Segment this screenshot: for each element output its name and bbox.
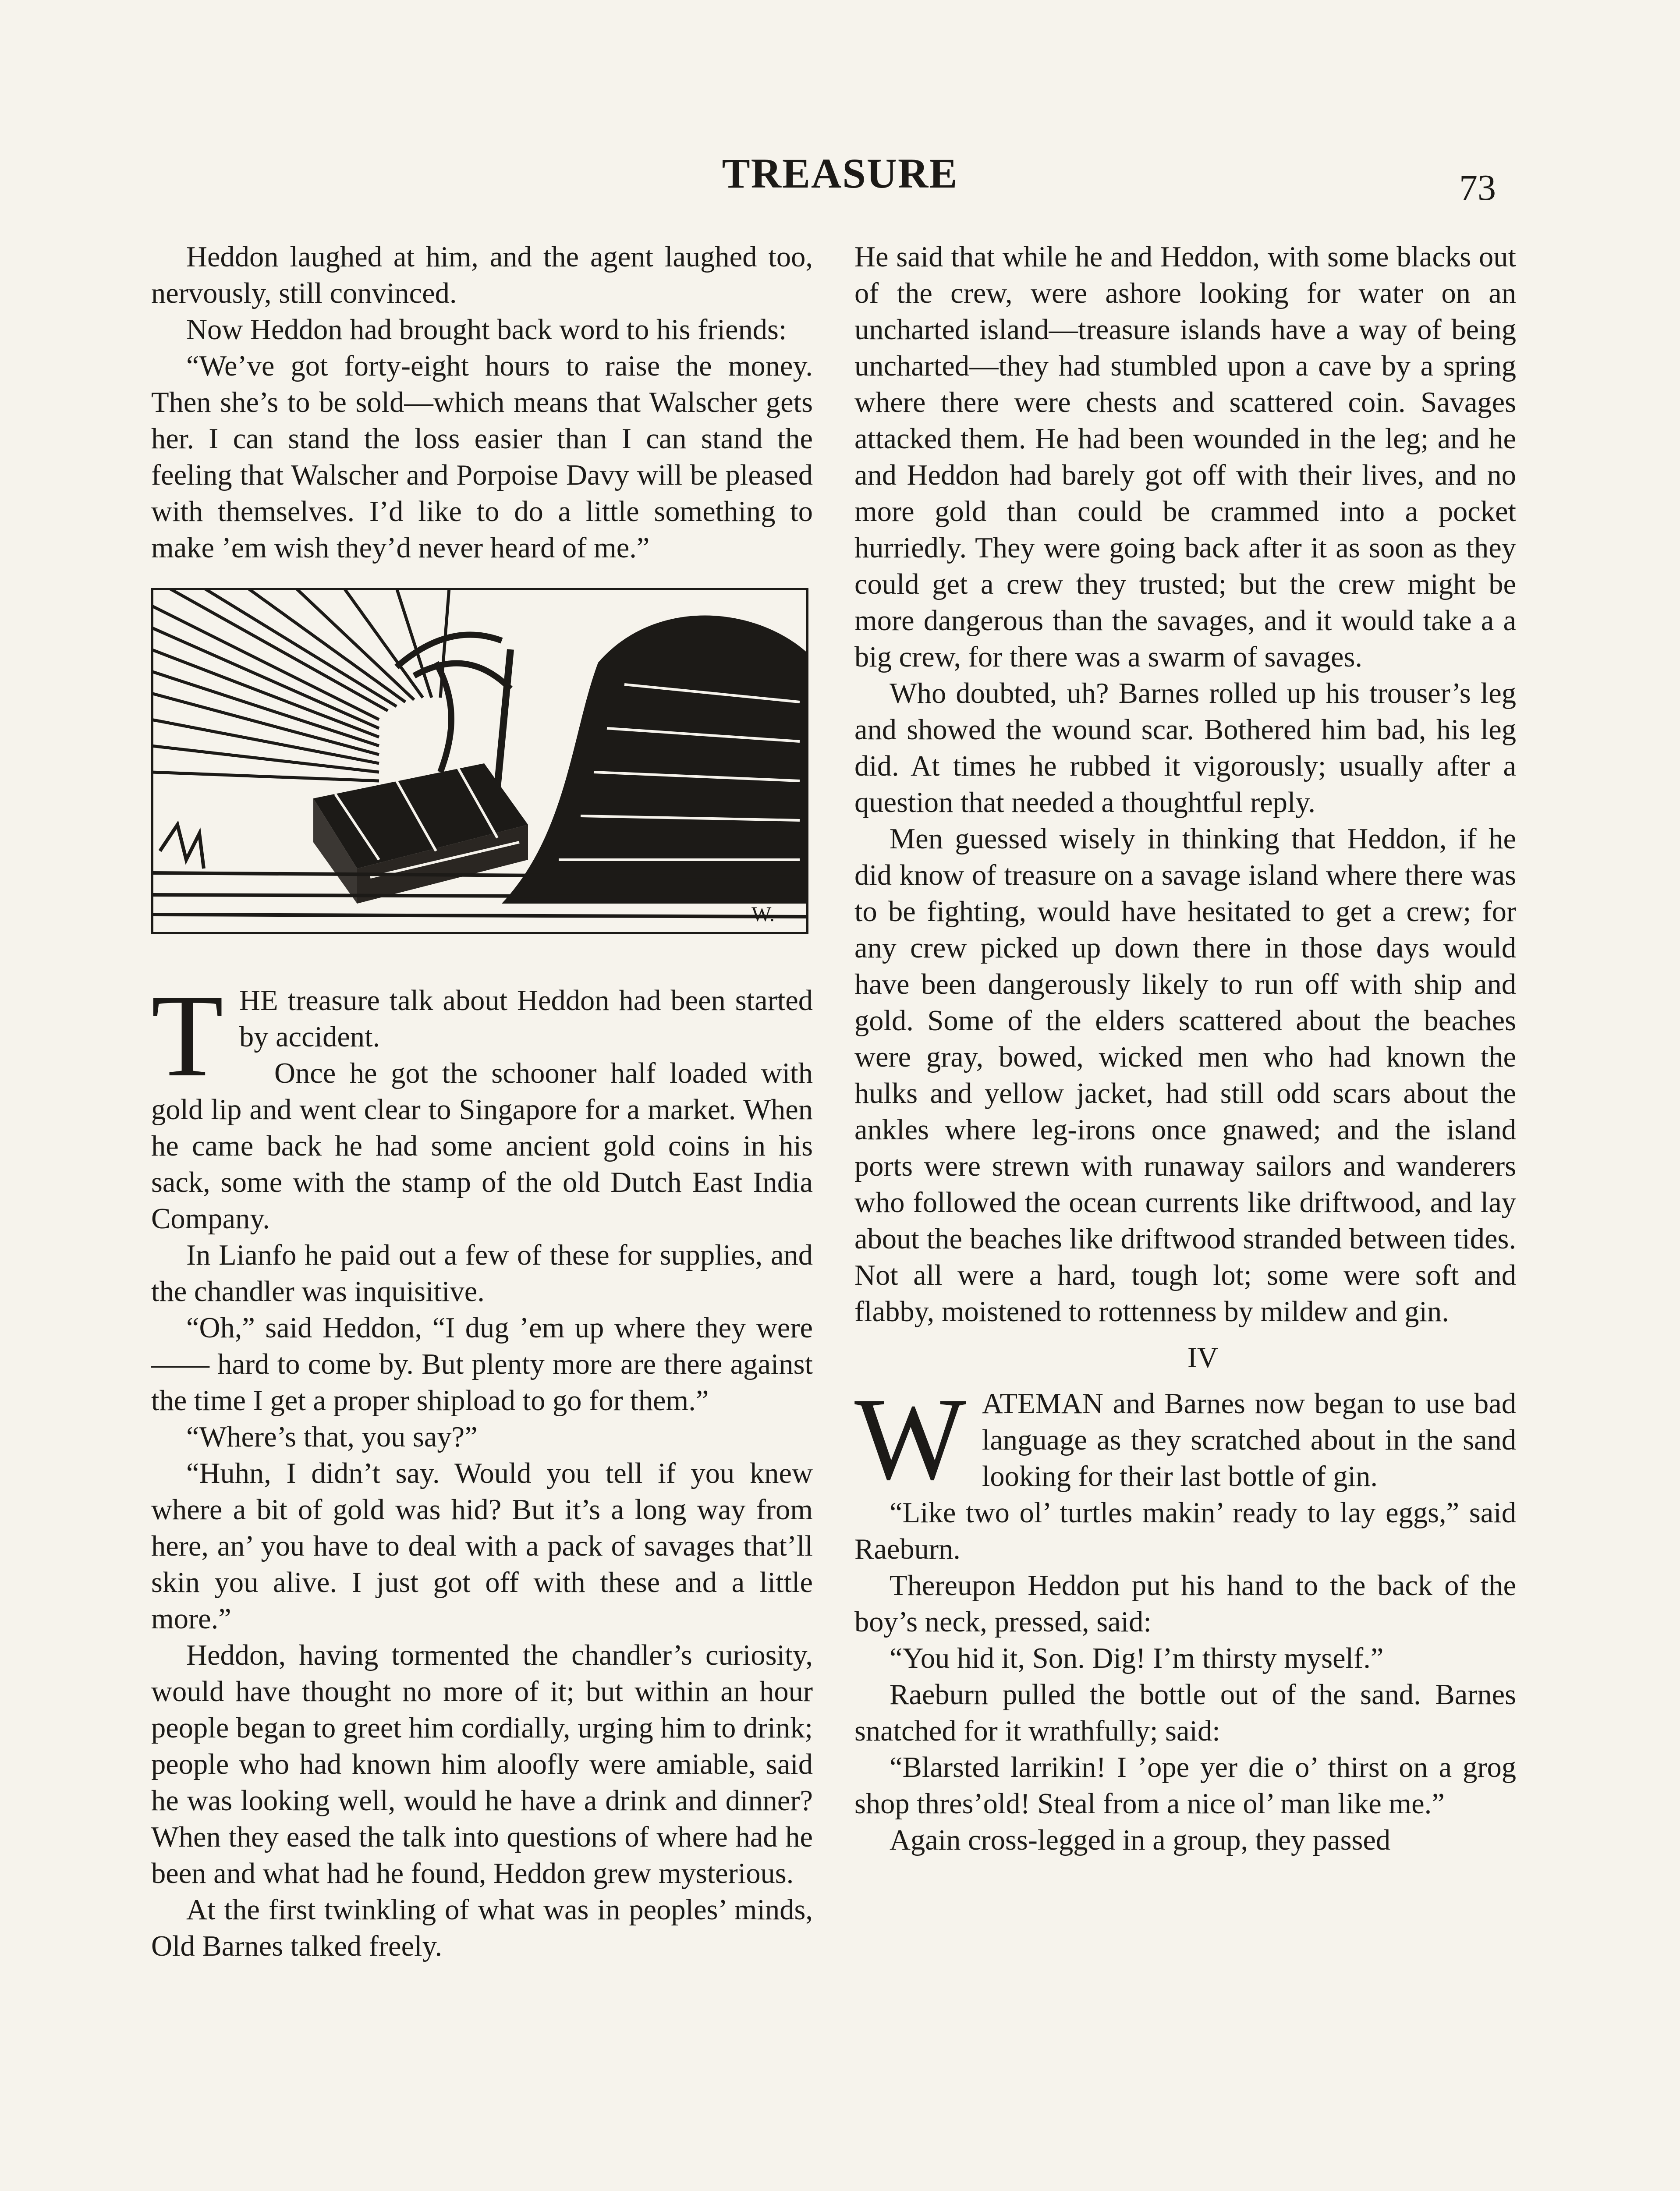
paragraph: Now Heddon had brought back word to his friends:: [186, 314, 787, 346]
drop-cap: T: [151, 970, 223, 1101]
paragraph: Who doubted, uh? Barnes rolled up his trouser’s leg and showed the wound scar. Bothered him bad, his leg did. At times he rubbed it vigorously; usually after a question that needed a thoughtful reply.: [854, 677, 1516, 819]
paragraph: Men guessed wisely in thinking that Heddon, if he did know of treasure on a savage island where there was to be fighting, would have hesitated to get a crew; for any crew picked up down there in those days would have been dangerously likely to run off with ship and gold. Some of the elders scattered about the beaches were gray, bowed, wicked men who had known the hulks and yellow jacket, had still odd scars about the ankles where leg-irons once gnawed; and the island ports were strewn with runaway sailors and wanderers who followed the ocean currents like driftwood, and lay about the beaches like driftwood stranded between tides. Not all were a hard, tough lot; some were soft and flabby, moistened to rottenness by mildew and gin.: [854, 823, 1516, 1328]
paragraph: “Where’s that, you say?”: [186, 1421, 478, 1453]
paragraph: “Oh,” said Heddon, “I dug ’em up where they were —— hard to come by. But plenty more are there against the time I get a proper shipload to go for them.”: [151, 1312, 813, 1417]
page-number: 73: [1459, 167, 1496, 208]
paragraph: “Huhn, I didn’t say. Would you tell if you knew where a bit of gold was hid? But it’s a long way from here, an’ you have to deal with a pack of savages that’ll skin you alive. I just got off with these and a little more.”: [151, 1457, 813, 1635]
paragraph: “Blarsted larrikin! I ’ope yer die o’ thirst on a grog shop thres’old! Steal from a nice ol’ man like me.”: [854, 1751, 1516, 1820]
paragraph-text: HE treasure talk about Heddon had been started by accident.: [239, 985, 813, 1053]
right-column: [854, 239, 1516, 1858]
paragraph: In Lianfo he paid out a few of these for supplies, and the chandler was inquisitive.: [151, 1239, 813, 1308]
paragraph: “Like two ol’ turtles makin’ ready to lay eggs,” said Raeburn.: [854, 1497, 1516, 1565]
paragraph: “You hid it, Son. Dig! I’m thirsty myself.”: [890, 1642, 1384, 1674]
paragraph: Once he got the schooner half loaded with gold lip and went clear to Singapore for a market. When he came back he had some ancient gold coins in his sack, some with the stamp of the old Dutch East India Company.: [151, 1057, 813, 1235]
paragraph: [151, 970, 813, 1101]
paragraph-text: ATEMAN and Barnes now began to use bad language as they scratched about in the sand looking for their last bottle of gin.: [982, 1388, 1516, 1493]
drop-cap: W: [854, 1373, 966, 1504]
paragraph: He said that while he and Heddon, with some blacks out of the crew, were ashore looking for water on an uncharted island—treasure islands have a way of being uncharted—they had stumbled upon a cave by a spring where there were chests and scattered coin. Savages attacked them. He had been wounded in the leg; and he and Heddon had barely got off with their lives, and no more gold than could be crammed into a pocket hurriedly. They were going back after it as soon as they could get a crew they trusted; but the crew might be more dangerous than the savages, and it would take a a big crew, for there was a swarm of savages.: [854, 241, 1516, 673]
paragraph: Thereupon Heddon put his hand to the back of the boy’s neck, pressed, said:: [854, 1570, 1516, 1638]
illustration-signature: W.: [751, 903, 775, 926]
paragraph: Again cross-legged in a group, they passed: [890, 1824, 1391, 1856]
page-title: TREASURE: [722, 150, 958, 197]
treasure-chest-illustration: [151, 588, 808, 934]
paragraph: [854, 1373, 1516, 1504]
paragraph: Raeburn pulled the bottle out of the sand. Barnes snatched for it wrathfully; said:: [854, 1679, 1516, 1747]
paragraph: Heddon, having tormented the chandler’s curiosity, would have thought no more of it; but within an hour people began to greet him cordially, urging him to drink; people who had known him aloofly were amiable, said he was looking well, would he have a drink and dinner? When they eased the talk into questions of where had he been and what had he found, Heddon grew mysterious.: [151, 1639, 813, 1890]
section-number: IV: [1187, 1342, 1219, 1374]
paragraph: At the first twinkling of what was in peoples’ minds, Old Barnes talked freely.: [151, 1894, 813, 1962]
left-column: [151, 239, 813, 1964]
paragraph: Heddon laughed at him, and the agent laughed too, nervously, still convinced.: [151, 241, 813, 309]
paragraph: “We’ve got forty-eight hours to raise the money. Then she’s to be sold—which means that Walscher gets her. I can stand the loss easier than I can stand the feeling that Walscher and Porpoise Davy will be pleased with themselves. I’d like to do a little something to make ’em wish they’d never heard of me.”: [151, 350, 813, 564]
